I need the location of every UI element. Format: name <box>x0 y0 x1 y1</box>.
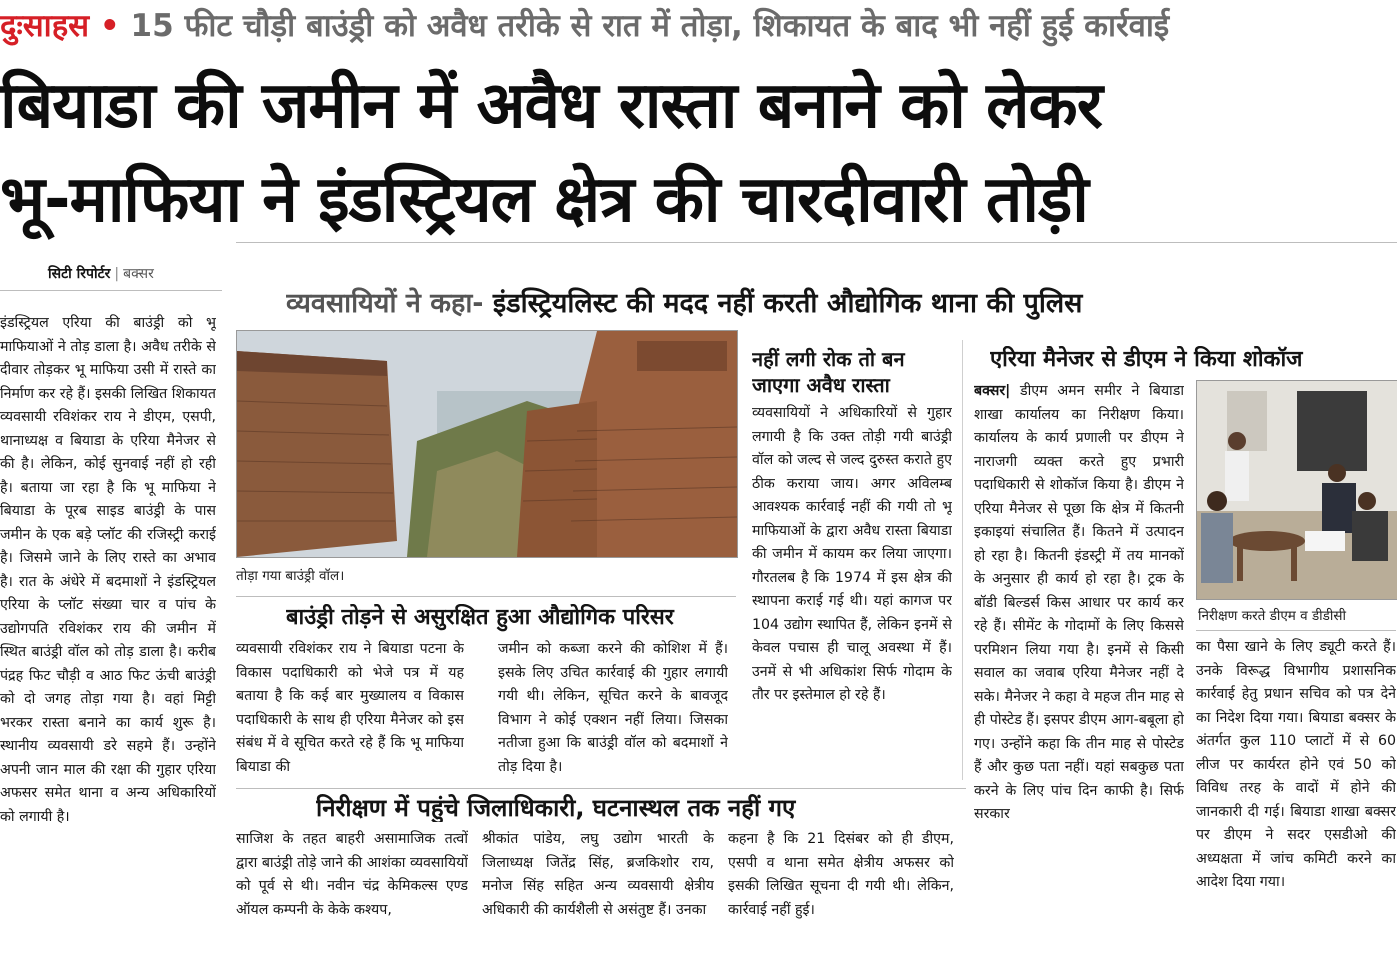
kicker-line <box>0 4 1397 48</box>
section-b-text: व्यवसायियों ने अधिकारियों से गुहार लगायी है कि उक्त तोड़ी गयी बाउंड्री वॉल को जल्द से जल्द दुरुस्त कराते हुए ठीक कराया जाय। अगर अविलम्ब आवश्यक कार्रवाई नहीं की गयी तो भू माफियाओं के द्वारा अवैध रास्ता बियाडा की जमीन में कायम कर लिया जाएगा। गौरतलब है कि 1974 में इस क्षेत्र की स्थापना कराई गई थी। यहां कागज पर 104 उद्योग स्थापित हैं, लेकिन इनमें से केवल पचास ही चालू अवस्था में हैं। उनमें से भी अधिकांश सिर्फ गोदाम के तौर पर इस्तेमाल हो रहे हैं। <box>752 405 952 703</box>
section-b-heading: नहीं लगी रोक तो बन जाएगा अवैध रास्ता <box>752 347 905 397</box>
section-a-heading: बाउंड्री तोड़ने से असुरक्षित हुआ औद्योगिक परिसर <box>286 605 674 630</box>
section-a-rule <box>236 596 736 597</box>
section-d-column-1-text: डीएम अमन समीर ने बियाडा शाखा कार्यालय का निरीक्षण किया। कार्यालय के कार्य प्रणाली पर डीएम ने नाराजगी व्यक्त करते हुए प्रभारी पदाधिकारी से शोकॉज किया है। डीएम ने एरिया मैनेजर से पूछा कि क्षेत्र में कितनी इकाइयां संचालित हैं। कितने में उत्पादन हो रहा है। कितनी इंडस्ट्री में तय मानकों के अनुसार ही कार्य हो रहा है। ट्रक के बॉडी बिल्डर्स किस आधार पर कार्य कर रहे हैं। सीमेंट के गोदामों के लिए किससे परमिशन लिया गया है। इनमें से किसी सवाल का जवाब एरिया मैनेजर नहीं दे सके। मैनेजर ने कहा वे महज तीन माह से ही पोस्टेड हैं। इसपर डीएम आग-बबूला हो गए। उन्होंने कहा कि तीन माह से पोस्टेड हैं और कुछ पता नहीं। यहां सबकुछ पता करने के लिए पांच दिन काफी है। सिर्फ सरकार <box>974 383 1184 822</box>
byline-rule <box>0 290 222 291</box>
kicker-text: 15 फीट चौड़ी बाउंड्री को अवैध तरीके से रात में तोड़ा, शिकायत के बाद भी नहीं हुई कार्रवाई <box>130 8 1170 44</box>
photo-broken-wall-caption: तोड़ा गया बाउंड्री वॉल। <box>236 568 345 584</box>
broken-wall-illustration <box>237 331 737 557</box>
photo-dm-inspection-caption: निरीक्षण करते डीएम व डीडीसी <box>1198 608 1347 624</box>
left-column-text: इंडस्ट्रियल एरिया की बाउंड्री को भू माफियाओं ने तोड़ डाला है। अवैध तरीके से दीवार तोड़कर भू माफिया उसी में रास्ते का निर्माण कर रहे हैं। इसकी लिखित शिकायत व्यवसायी रविशंकर राय ने डीएम, एसपी, थानाध्यक्ष व बियाडा के एरिया मैनेजर से की है। लेकिन, कोई सुनवाई नहीं हो रही है। बताया जा रहा है कि भू माफिया ने बियाडा के पूरब साइड बाउंड्री के पास जमीन के एक बड़े प्लॉट की रजिस्ट्री कराई है। जिसमे जाने के लिए रास्ते का अभाव है। रात के अंधेरे में बदमाशों ने इंडस्ट्रियल एरिया के प्लॉट संख्या चार व पांच के उद्योगपति रविशंकर राय की जमीन में स्थित बाउंड्री वॉल को तोड़ डाला है। करीब पंद्रह फिट चौड़ी व आठ फिट ऊंची बाउंड्री को दो जगह तोड़ा गया है। वहां मिट्टी भरकर रास्ता बनाने का कार्य शुरू है। स्थानीय व्यवसायी डरे सहमे हैं। उन्होंने अपनी जान माल की रक्षा की गुहार एरिया अफसर समेत थाना व अन्य अधिकारियों को लगायी है। <box>0 315 216 825</box>
subheadline-prefix: व्यवसायियों ने कहा- <box>286 288 484 319</box>
section-d-dateline: बक्सर| <box>974 383 1011 399</box>
photo-dm-caption-rule <box>1196 630 1396 631</box>
section-d-heading: एरिया मैनेजर से डीएम ने किया शोकॉज <box>990 347 1303 372</box>
section-d-column-1 <box>974 380 1184 952</box>
dm-inspection-illustration <box>1197 381 1397 599</box>
photo-broken-wall <box>236 330 738 558</box>
section-a-column-2: जमीन को कब्जा करने की कोशिश में हैं। इसके लिए उचित कार्रवाई की गुहार लगायी गयी थी। लेकिन, सूचित करने के बावजूद विभाग ने कोई एक्शन नहीं लिया। जिसका नतीजा हुआ कि बाउंड्री वॉल को बदमाशों ने तोड़ दिया है। <box>498 641 728 775</box>
kicker-tag: दुःसाहस <box>0 8 90 44</box>
section-c-rule <box>236 788 966 789</box>
photo-dm-inspection <box>1196 380 1397 600</box>
section-d-column-2: का पैसा खाने के लिए ड्यूटी करते हैं। उनके विरूद्ध विभागीय प्रशासनिक कार्रवाई हेतु प्रधान सचिव को पत्र देने का निदेश दिया गया। बियाडा बक्सर के अंतर्गत कुल 110 प्लाटों में से 60 लीज पर कार्यरत होने एवं 50 को विविध तरह के वादों में होने की जानकारी दी गई। बियाडा शाखा बक्सर पर डीएम ने सदर एसडीओ की अध्यक्षता में जांच कमिटी करने का आदेश दिया गया। <box>1196 639 1396 890</box>
headline-line-2: भू-माफिया ने इंडस्ट्रियल क्षेत्र की चारदीवारी तोड़ी <box>0 163 1088 237</box>
subheadline <box>286 283 1386 320</box>
byline-separator: | <box>114 266 120 282</box>
kicker-bullet: • <box>99 8 120 44</box>
subhead-top-rule <box>236 242 1397 243</box>
section-c-column-3: कहना है कि 21 दिसंबर को ही डीएम, एसपी व थाना समेत क्षेत्रीय अफसर को इसकी लिखित सूचना दी गयी थी। लेकिन, कार्रवाई नहीं हुई। <box>728 831 954 918</box>
section-c-column-2: श्रीकांत पांडेय, लघु उद्योग भारती के जिलाध्यक्ष जितेंद्र सिंह, ब्रजकिशोर राय, मनोज सिंह सहित अन्य व्यवसायी क्षेत्रीय अधिकारी की कार्यशैली से असंतुष्ट हैं। उनका <box>482 831 714 918</box>
section-c-column-1: साजिश के तहत बाहरी असामाजिक तत्वों द्वारा बाउंड्री तोड़े जाने की आशंका व्यवसायियों को पूर्व से थी। नवीन चंद्र केमिकल्स एण्ड ऑयल कम्पनी के केके कश्यप, <box>236 831 468 918</box>
column-divider <box>962 340 963 780</box>
byline-place: बक्सर <box>123 266 154 282</box>
subheadline-text: इंडस्ट्रियलिस्ट की मदद नहीं करती औद्योगिक थाना की पुलिस <box>492 288 1083 319</box>
byline-reporter: सिटी रिपोर्टर <box>48 266 111 282</box>
section-c-heading: निरीक्षण में पहुंचे जिलाधिकारी, घटनास्थल तक नहीं गए <box>316 794 796 822</box>
headline-line-1: बियाडा की जमीन में अवैध रास्ता बनाने को लेकर <box>0 69 1102 143</box>
section-a-column-1: व्यवसायी रविशंकर राय ने बियाडा पटना के विकास पदाधिकारी को भेजे पत्र में यह बताया है कि कई बार मुख्यालय व विकास पदाधिकारी के साथ ही एरिया मैनेजर को इस संबंध में वे सूचित करते रहे हैं कि भू माफिया बियाडा की <box>236 641 464 775</box>
byline <box>48 264 154 283</box>
